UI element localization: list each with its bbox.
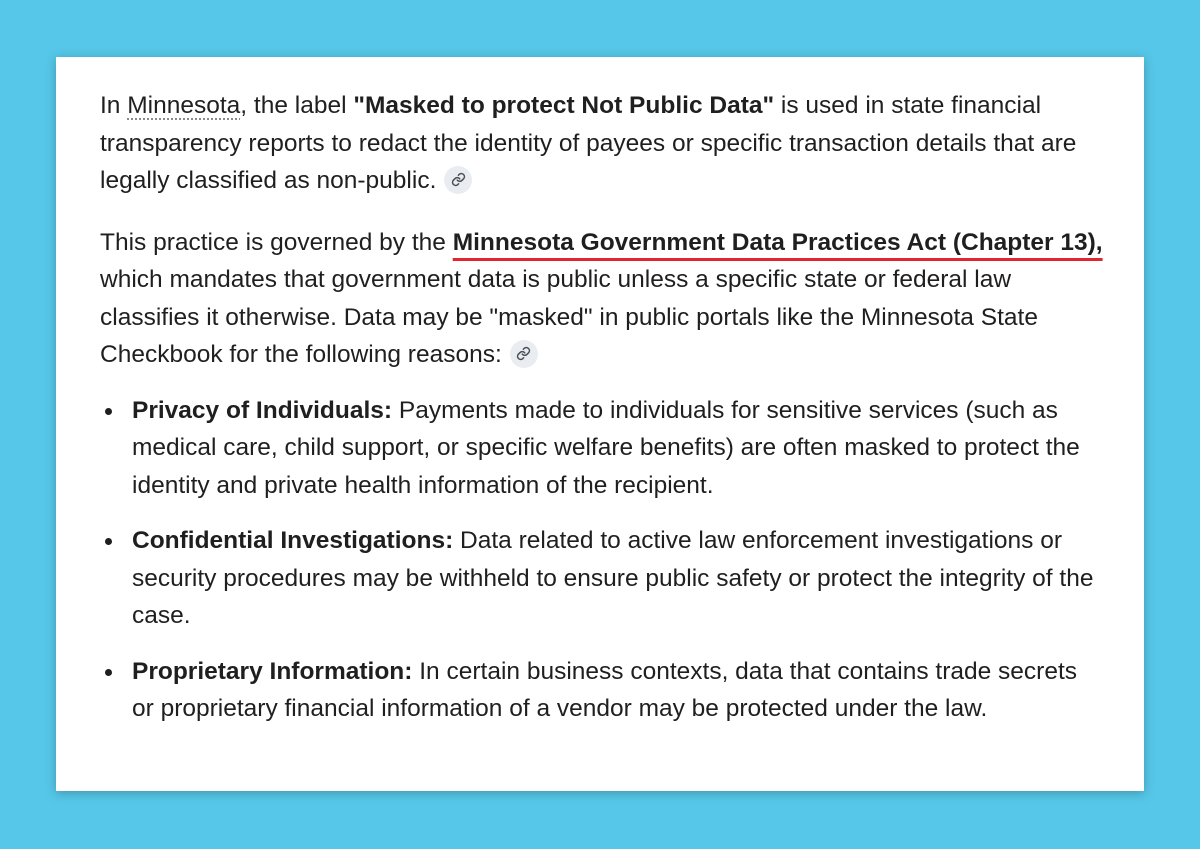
act-name: Minnesota Government Data Practices Act (Chapter 13), bbox=[452, 228, 1103, 256]
link-icon bbox=[516, 346, 531, 361]
intro-text-middle: , the label bbox=[240, 92, 354, 119]
law-paragraph bbox=[100, 224, 1104, 374]
intro-text-start: In bbox=[100, 92, 128, 119]
response-card bbox=[56, 57, 1144, 791]
reasons-list bbox=[100, 392, 1104, 728]
list-item bbox=[100, 392, 1104, 505]
reason-text: In certain business contexts, data that contains trade secrets or proprietary financial information of a vendor may be protected under the law. bbox=[132, 657, 1078, 722]
law-text-end: which mandates that government data is public unless a specific state or federal law classifies it otherwise. Data may be "masked" in public portals like the Minnesota State Checkbook for the following reasons: bbox=[100, 266, 1038, 368]
masked-label: "Masked to protect Not Public Data" bbox=[353, 92, 775, 119]
reason-text: Payments made to individuals for sensitive services (such as medical care, child support, or specific welfare benefits) are often masked to protect the identity and private health information of the recipient. bbox=[132, 396, 1080, 499]
reason-title: Privacy of Individuals: bbox=[132, 396, 393, 424]
source-link-button[interactable] bbox=[444, 166, 472, 194]
bullet-dot bbox=[105, 408, 112, 415]
law-text-start: This practice is governed by the bbox=[100, 228, 453, 256]
reason-text: Data related to active law enforcement investigations or security procedures may be withheld to ensure public safety or protect the integrity of the case. bbox=[132, 527, 1094, 629]
bullet-dot bbox=[105, 538, 112, 545]
link-icon bbox=[451, 172, 466, 187]
place-term[interactable]: Minnesota bbox=[127, 92, 241, 119]
intro-text-end: is used in state financial transparency reports to redact the identity of payees or specific transaction details that are legally classified as non-public. bbox=[100, 92, 1077, 194]
intro-paragraph bbox=[100, 87, 1104, 200]
source-link-button[interactable] bbox=[510, 340, 538, 368]
list-item bbox=[100, 522, 1104, 635]
reason-title: Confidential Investigations: bbox=[132, 527, 454, 554]
reason-title: Proprietary Information: bbox=[132, 657, 413, 685]
list-item bbox=[100, 653, 1104, 728]
bullet-dot bbox=[105, 669, 112, 676]
